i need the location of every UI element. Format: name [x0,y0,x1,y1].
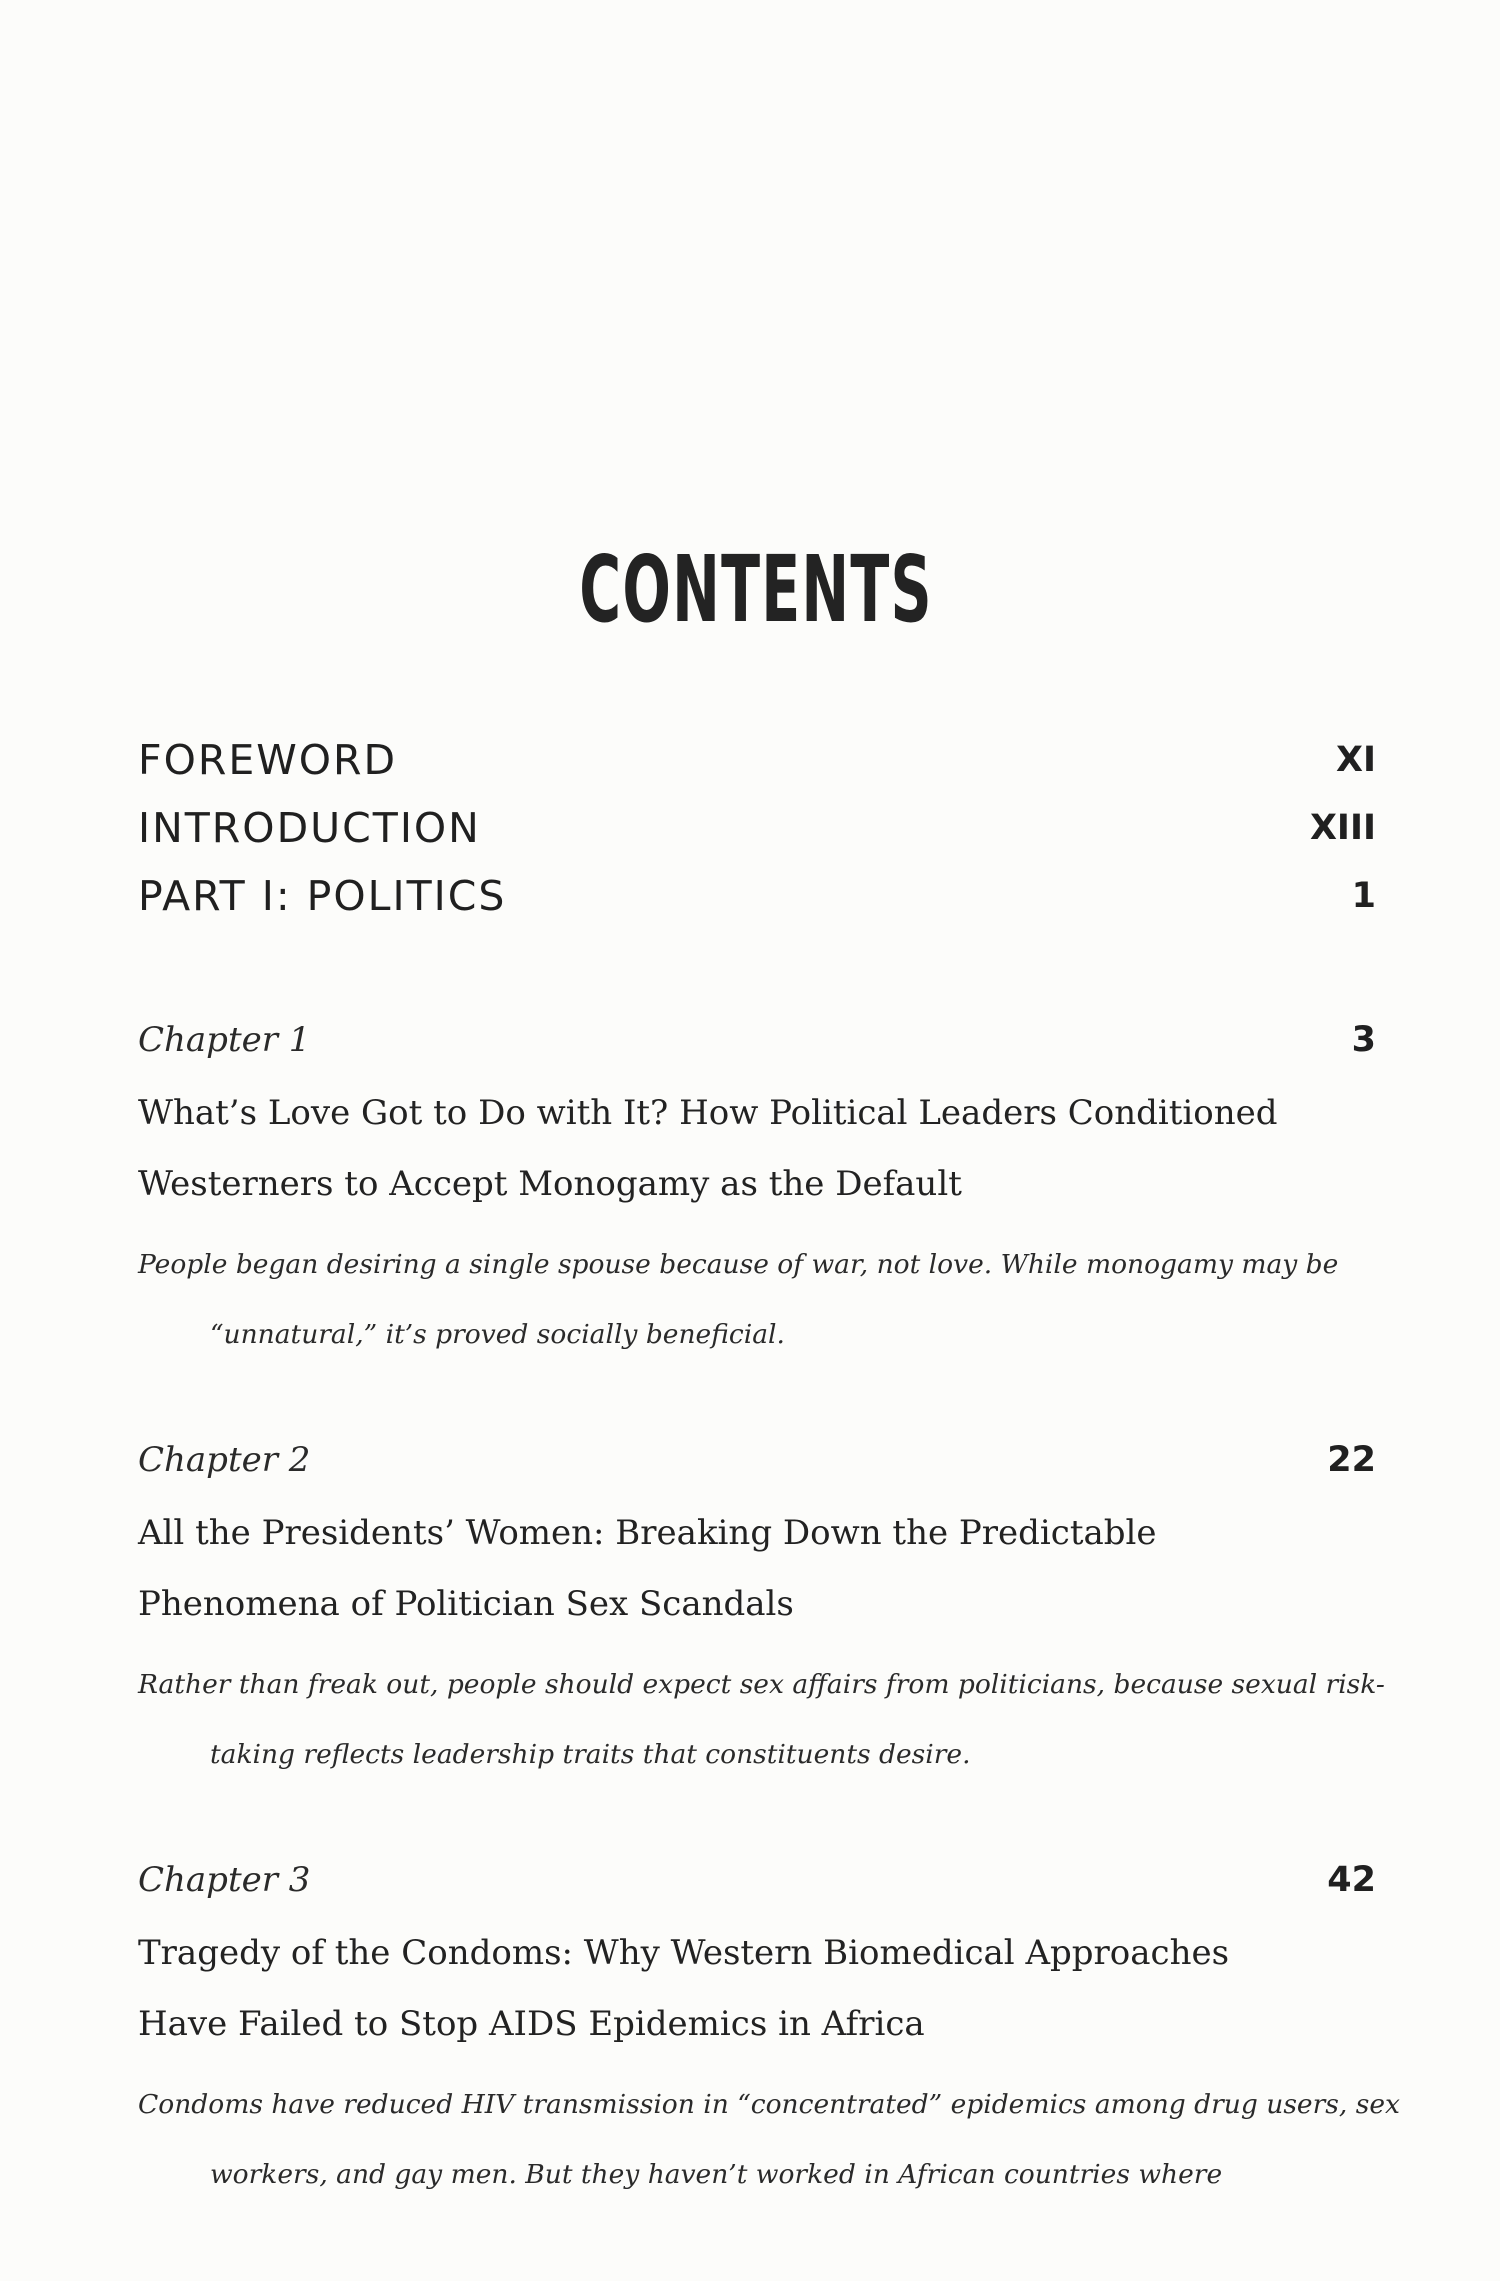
chapter-description: People began desiring a single spouse because of war, not love. While monogamy may be “unnatural,” it’s proved socially beneficial. [138,1249,1339,1350]
chapter-title: What’s Love Got to Do with It? How Political Leaders Conditioned Westerners to Accept Monogamy as the Default [138,1093,1278,1204]
page-title: CONTENTS [579,536,933,643]
chapter-page-number: 3 [1351,1020,1376,1060]
toc-chapter-1[interactable] [138,1010,1376,1370]
toc-entry-part-1[interactable] [138,864,1376,928]
toc-entry-introduction[interactable] [138,796,1376,860]
chapter-heading [138,1850,1376,1910]
toc-entry-label: PART I: POLITICS [138,872,507,920]
chapter-label: Chapter 1 [138,1020,311,1060]
chapter-page-number: 22 [1327,1440,1376,1480]
chapter-title: Tragedy of the Condoms: Why Western Biomedical Approaches Have Failed to Stop AIDS Epidemics in Africa [138,1933,1230,2044]
toc-entry-page: XIII [1309,808,1376,848]
toc-chapter-3[interactable] [138,1850,1400,2210]
toc-entry-label: FOREWORD [138,736,398,784]
chapter-heading [138,1010,1376,1070]
toc-chapter-2[interactable] [138,1430,1385,1790]
chapter-heading [138,1430,1376,1490]
chapter-title: All the Presidents’ Women: Breaking Down the Predictable Phenomena of Politician Sex Scandals [138,1513,1157,1624]
chapter-description: Rather than freak out, people should expect sex affairs from politicians, because sexual risk-taking reflects leadership traits that constituents desire. [138,1669,1385,1770]
toc-entry-page: 1 [1351,876,1376,916]
chapter-label: Chapter 3 [138,1860,311,1900]
toc-entry-label: INTRODUCTION [138,804,481,852]
chapter-page-number: 42 [1327,1860,1376,1900]
chapter-description: Condoms have reduced HIV transmission in “concentrated” epidemics among drug users, sex workers, and gay men. But they haven’t worked in African countries where [138,2089,1400,2190]
toc-entry-page: XI [1335,740,1376,780]
toc-entry-foreword[interactable] [138,728,1376,792]
chapter-label: Chapter 2 [138,1440,311,1480]
